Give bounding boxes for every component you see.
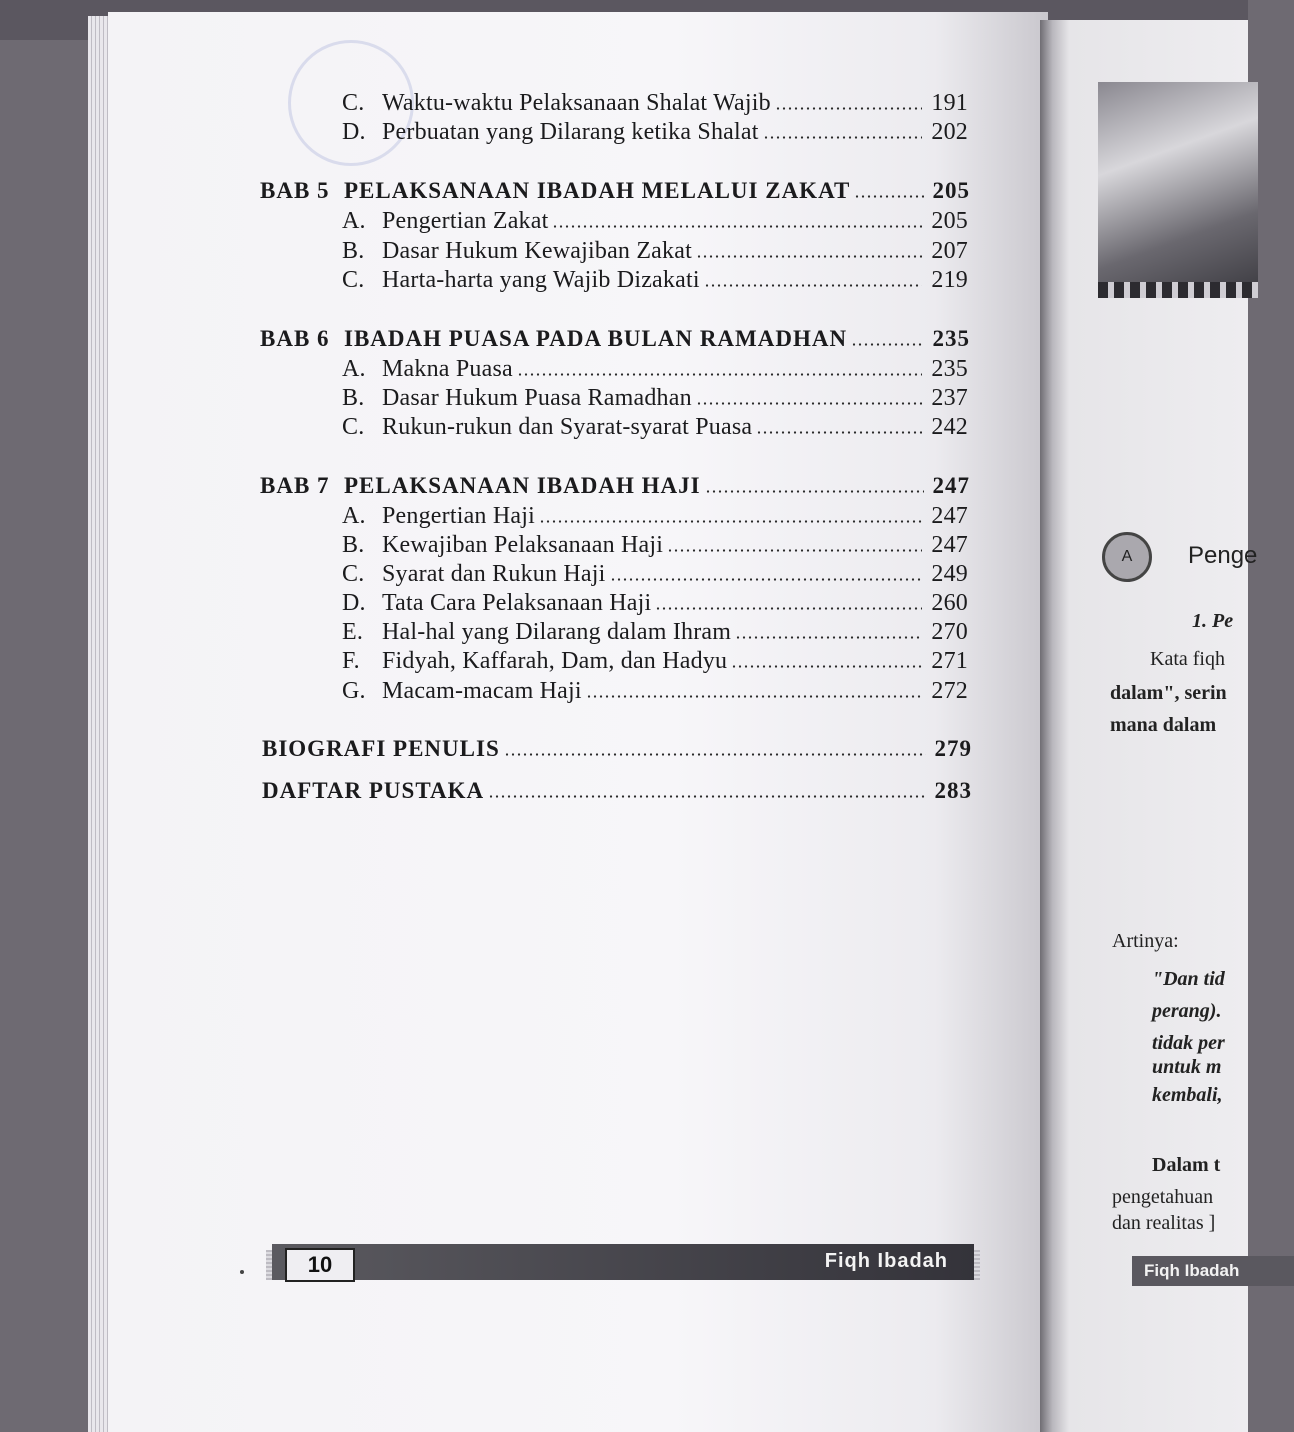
right-text-line: Dalam t bbox=[1152, 1154, 1221, 1176]
toc-section-row bbox=[342, 561, 968, 588]
section-letter: C. bbox=[342, 414, 365, 440]
dot-leader bbox=[517, 356, 922, 376]
section-letter: A. bbox=[342, 208, 366, 234]
page-number: 272 bbox=[931, 678, 968, 704]
section-title: Tata Cara Pelaksanaan Haji bbox=[382, 590, 652, 616]
section-letter: D. bbox=[342, 119, 366, 145]
section-letter: D. bbox=[342, 590, 366, 616]
dot-leader bbox=[504, 736, 926, 756]
right-text-line: Kata fiqh bbox=[1150, 648, 1225, 670]
chapter-title: IBADAH PUASA PADA BULAN RAMADHAN bbox=[344, 326, 848, 351]
page-number: 242 bbox=[931, 414, 968, 440]
page-number: 247 bbox=[931, 532, 968, 558]
toc-chapter-row bbox=[260, 178, 970, 204]
toc-section-row bbox=[342, 619, 968, 646]
section-title: Pengertian Zakat bbox=[382, 208, 549, 234]
page-number: 219 bbox=[931, 267, 968, 293]
right-text-line: mana dalam bbox=[1110, 714, 1217, 736]
section-title: Perbuatan yang Dilarang ketika Shalat bbox=[382, 119, 759, 145]
section-letter: A. bbox=[342, 356, 366, 382]
section-letter: A. bbox=[342, 503, 366, 529]
right-text-line: perang). bbox=[1152, 1000, 1222, 1022]
chapter-title: PELAKSANAAN IBADAH MELALUI ZAKAT bbox=[344, 178, 851, 203]
section-badge-icon: A bbox=[1102, 532, 1152, 582]
page-number: 270 bbox=[931, 619, 968, 645]
dot-leader bbox=[851, 326, 924, 346]
toc-section-row bbox=[342, 267, 968, 294]
bullet-dot bbox=[240, 1270, 244, 1274]
section-letter: G. bbox=[342, 678, 366, 704]
toc-backmatter-row bbox=[262, 736, 972, 762]
right-text-line: "Dan tid bbox=[1152, 968, 1225, 990]
page-number: 235 bbox=[931, 356, 968, 382]
toc-section-row bbox=[342, 208, 968, 235]
right-text-line: untuk m bbox=[1152, 1056, 1222, 1078]
dot-leader bbox=[586, 678, 922, 698]
page-number: 283 bbox=[934, 778, 972, 803]
right-text-line: tidak per bbox=[1152, 1032, 1225, 1054]
backmatter-title: DAFTAR PUSTAKA bbox=[262, 778, 485, 803]
right-subheading: 1. Pe bbox=[1192, 610, 1234, 632]
toc-section-row bbox=[342, 503, 968, 530]
page-number: 247 bbox=[931, 503, 968, 529]
toc-section-row bbox=[342, 238, 968, 265]
dot-leader bbox=[696, 385, 922, 405]
page-number: 279 bbox=[934, 736, 972, 761]
section-letter: F. bbox=[342, 648, 360, 674]
dot-leader bbox=[775, 90, 922, 110]
page-number: 237 bbox=[931, 385, 968, 411]
section-letter: C. bbox=[342, 90, 365, 116]
page-number: 205 bbox=[931, 208, 968, 234]
toc-section-row bbox=[342, 532, 968, 559]
dot-leader bbox=[539, 503, 922, 523]
section-title: Dasar Hukum Kewajiban Zakat bbox=[382, 238, 692, 264]
right-text-line: dan realitas ] bbox=[1112, 1212, 1216, 1234]
footer-page-number: 10 bbox=[285, 1248, 355, 1282]
dot-leader bbox=[610, 561, 923, 581]
section-title: Rukun-rukun dan Syarat-syarat Puasa bbox=[382, 414, 753, 440]
section-letter: C. bbox=[342, 267, 365, 293]
right-text-line: dalam", serin bbox=[1110, 682, 1227, 704]
section-title: Pengertian Haji bbox=[382, 503, 535, 529]
dot-leader bbox=[705, 473, 924, 493]
section-title: Fidyah, Kaffarah, Dam, dan Hadyu bbox=[382, 648, 728, 674]
section-title: Syarat dan Rukun Haji bbox=[382, 561, 606, 587]
toc-section-row bbox=[342, 119, 968, 146]
section-title: Kewajiban Pelaksanaan Haji bbox=[382, 532, 664, 558]
dot-leader bbox=[655, 590, 922, 610]
section-title: Macam-macam Haji bbox=[382, 678, 582, 704]
toc-section-row bbox=[342, 356, 968, 383]
toc-section-row bbox=[342, 678, 968, 705]
right-text-line: kembali, bbox=[1152, 1084, 1223, 1106]
dot-leader bbox=[731, 648, 922, 668]
page-number: 247 bbox=[932, 473, 970, 498]
chapter-number: BAB 6 bbox=[260, 326, 330, 351]
right-text-line: pengetahuan bbox=[1112, 1186, 1214, 1208]
page-number: 191 bbox=[931, 90, 968, 116]
dot-leader bbox=[552, 208, 922, 228]
chapter-title: PELAKSANAAN IBADAH HAJI bbox=[344, 473, 701, 498]
toc-section-row bbox=[342, 385, 968, 412]
section-letter: C. bbox=[342, 561, 365, 587]
section-letter: B. bbox=[342, 532, 365, 558]
toc-chapter-row bbox=[260, 473, 970, 499]
dot-leader bbox=[696, 238, 922, 258]
section-title: Hal-hal yang Dilarang dalam Ihram bbox=[382, 619, 732, 645]
chapter-number: BAB 7 bbox=[260, 473, 330, 498]
footer-book-title: Fiqh Ibadah bbox=[824, 1250, 948, 1272]
section-letter: B. bbox=[342, 238, 365, 264]
dot-leader bbox=[704, 267, 922, 287]
backmatter-title: BIOGRAFI PENULIS bbox=[262, 736, 500, 761]
dot-leader bbox=[667, 532, 922, 552]
dot-leader bbox=[488, 778, 926, 798]
page-number: 202 bbox=[931, 119, 968, 145]
section-letter: E. bbox=[342, 619, 364, 645]
toc-backmatter-row bbox=[262, 778, 972, 804]
toc-section-row bbox=[342, 90, 968, 117]
right-text-line: Artinya: bbox=[1112, 930, 1179, 952]
section-title: Waktu-waktu Pelaksanaan Shalat Wajib bbox=[382, 90, 771, 116]
dot-leader bbox=[756, 414, 922, 434]
page-number: 271 bbox=[931, 648, 968, 674]
page-number: 249 bbox=[931, 561, 968, 587]
chapter-number: BAB 5 bbox=[260, 178, 330, 203]
toc-section-row bbox=[342, 590, 968, 617]
page-number: 260 bbox=[931, 590, 968, 616]
section-letter: B. bbox=[342, 385, 365, 411]
dot-leader bbox=[735, 619, 922, 639]
dot-leader bbox=[763, 119, 922, 139]
dot-leader bbox=[854, 178, 924, 198]
right-heading: Penge bbox=[1188, 542, 1258, 569]
page-number: 235 bbox=[932, 326, 970, 351]
section-title: Makna Puasa bbox=[382, 356, 513, 382]
section-title: Dasar Hukum Puasa Ramadhan bbox=[382, 385, 692, 411]
right-footer-title: Fiqh Ibadah bbox=[1132, 1256, 1294, 1286]
page-number: 207 bbox=[931, 238, 968, 264]
toc-chapter-row bbox=[260, 326, 970, 352]
section-title: Harta-harta yang Wajib Dizakati bbox=[382, 267, 700, 293]
page-number: 205 bbox=[932, 178, 970, 203]
toc-section-row bbox=[342, 414, 968, 441]
toc-section-row bbox=[342, 648, 968, 675]
